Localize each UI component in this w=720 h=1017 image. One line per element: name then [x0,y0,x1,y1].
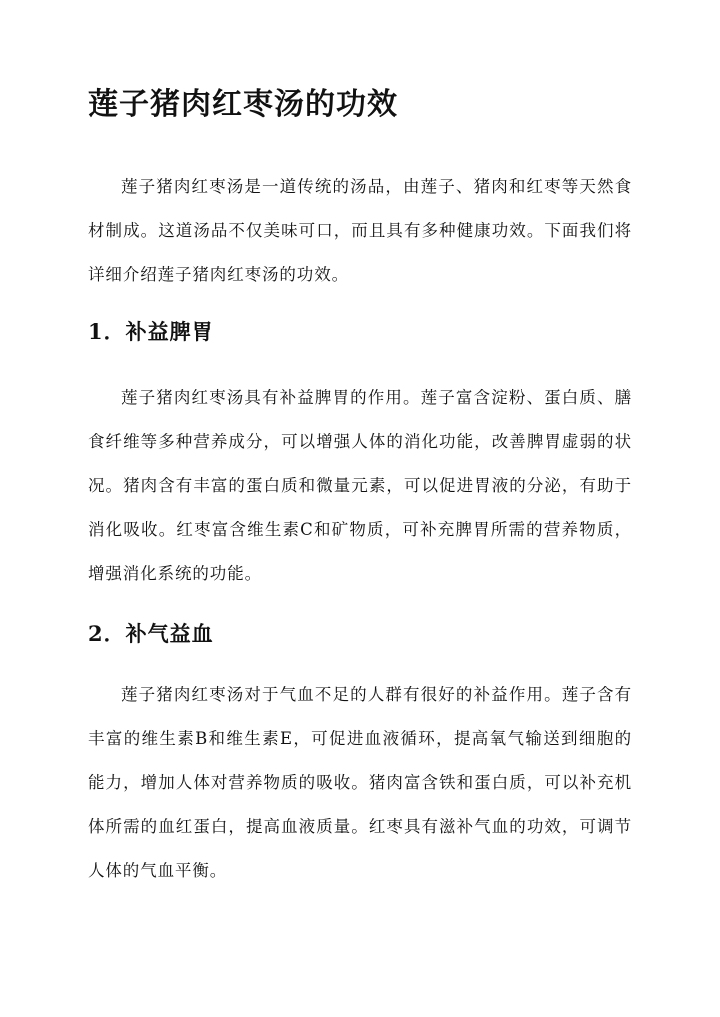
section-body-qi-blood: 莲子猪肉红枣汤对于气血不足的人群有很好的补益作用。莲子含有丰富的维生素B和维生素E，可促进血液循环，提高氧气输送到细胞的能力，增加人体对营养物质的吸收。猪肉富含铁和蛋白质，可以补充机体所需的血红蛋白，提高血液质量。红枣具有滋补气血的功效，可调节人体的气血平衡。 [88,685,632,880]
section-heading-spleen-stomach: 1．补益脾胃 [88,319,214,344]
section-heading-qi-blood: 2．补气益血 [88,621,214,646]
page-title: 莲子猪肉红枣汤的功效 [88,87,398,122]
section-body-spleen-stomach: 莲子猪肉红枣汤具有补益脾胃的作用。莲子富含淀粉、蛋白质、膳食纤维等多种营养成分，可以增强人体的消化功能，改善脾胃虚弱的状况。猪肉含有丰富的蛋白质和微量元素，可以促进胃液的分泌，有助于消化吸收。红枣富含维生素C和矿物质，可补充脾胃所需的营养物质，增强消化系统的功能。 [88,388,632,583]
intro-paragraph: 莲子猪肉红枣汤是一道传统的汤品，由莲子、猪肉和红枣等天然食材制成。这道汤品不仅美味可口，而且具有多种健康功效。下面我们将详细介绍莲子猪肉红枣汤的功效。 [88,177,632,284]
